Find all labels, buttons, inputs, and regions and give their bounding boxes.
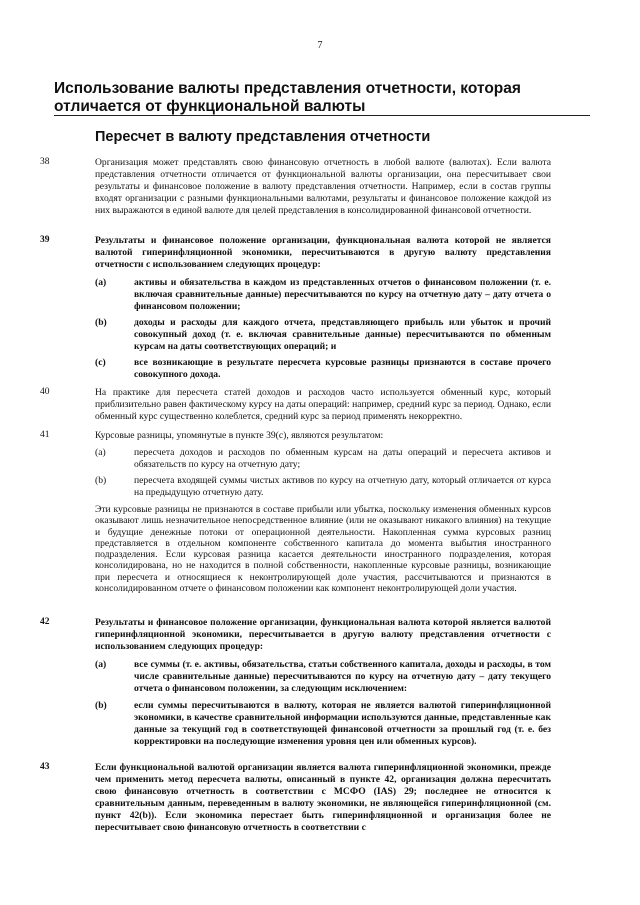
item-39b: доходы и расходы для каждого отчета, представляющего прибыль или убыток и прочий совокупный доход (т. е. включая сравнительные данные) пересчитываются по обменным курсам на даты соответствующих операций; и	[134, 317, 551, 353]
item-label-39b: (b)	[95, 317, 107, 328]
item-42a: все суммы (т. е. активы, обязательства, статьи собственного капитала, доходы и расходы, в том числе сравнительные данные) пересчитываются по курсу на отчетную дату – дату текущего отчета о финансовом положении, за следующим исключением:	[134, 659, 551, 695]
paragraph-38: Организация может представлять свою финансовую отчетность в любой валюте (валютах). Если валюта представления отчетности отличается от функциональной валюты организации, она пересчитывает свои результаты и финансовое положение в валюту представления отчетности. Например, если в состав группы входят организации с разными функциональными валютами, результаты и финансовое положение каждой из них выражаются в единой валюте для целей представления в консолидированной финансовой отчетности.	[95, 157, 551, 217]
paragraph-number-43: 43	[40, 762, 50, 772]
paragraph-42: Результаты и финансовое положение организации, функциональная валюта которой является валютой гиперинфляционной экономики, пересчитывается в другую валюту представления отчетности с использованием следующих процедур:	[95, 617, 551, 653]
paragraph-41-continuation: Эти курсовые разницы не признаются в составе прибыли или убытка, поскольку изменения обменных курсов оказывают лишь незначительное непосредственное влияние (или не оказывают никакого влияния) на текущие и будущие денежные потоки от операционной деятельности. Накопленная сумма курсовых разниц представляется в отдельном компоненте собственного капитала до момента выбытия иностранного подразделения. Если курсовая разница касается деятельности иностранного подразделения, которая консолидирована, но не находится в полной собственности, накопленные курсовые разницы, возникающие при пересчета и относящиеся к неконтролирующей доле участия, рассчитываются и признаются в консолидированном отчете о финансовом положении как компонент неконтролирующей доли участия.	[95, 504, 551, 595]
item-label-39a: (a)	[95, 277, 107, 288]
item-label-39c: (c)	[95, 357, 106, 368]
paragraph-39: Результаты и финансовое положение организации, функциональная валюта которой не является валютой гиперинфляционной экономики, пересчитываются в другую валюту представления отчетности с использованием следующих процедур:	[95, 235, 551, 271]
item-39a: активы и обязательства в каждом из представленных отчетов о финансовом положении (т. е. включая сравнительные данные) пересчитываются по курсу на отчетную дату – дату отчета о финансовом положении;	[134, 277, 551, 313]
subsection-heading: Пересчет в валюту представления отчетности	[95, 129, 431, 145]
page-number: 7	[317, 40, 323, 51]
paragraph-43: Если функциональной валютой организации является валюта гиперинфляционной экономики, прежде чем применить метод пересчета валюты, описанный в пункте 42, организация должна пересчитать свою финансовую отчетность в соответствии с МСФО (IAS) 29; последнее не относится к сравнительным данным, переведенным в валюту экономики, не являющейся гиперинфляционной (см. пункт 42(b)). Если экономика перестает быть гиперинфляционной и организация более не пересчитывает свою финансовую отчетность в соответствии с	[95, 762, 551, 834]
section-heading: Использование валюты представления отчетности, которая отличается от функциональной валюты	[54, 80, 521, 115]
paragraph-number-41: 41	[40, 430, 50, 440]
item-label-41b: (b)	[95, 475, 107, 486]
item-41b: пересчета входящей суммы чистых активов по курсу на отчетную дату, который отличается от курса на предыдущую отчетную дату.	[134, 475, 551, 499]
paragraph-41: Курсовые разницы, упомянутые в пункте 39(c), являются результатом:	[95, 430, 384, 441]
item-41a: пересчета доходов и расходов по обменным курсам на даты операций и пересчета активов и обязательств по курсу на отчетную дату;	[134, 447, 551, 471]
paragraph-number-42: 42	[40, 617, 50, 627]
item-label-42a: (a)	[95, 659, 107, 670]
item-label-41a: (a)	[95, 447, 106, 458]
paragraph-40: На практике для пересчета статей доходов и расходов часто используется обменный курс, который приблизительно равен фактическому курсу на даты операций: например, средний курс за период. Однако, если обменный курс существенно колеблется, средний курс за период применять некорректно.	[95, 387, 551, 423]
item-39c: все возникающие в результате пересчета курсовые разницы признаются в составе прочего совокупного дохода.	[134, 357, 551, 381]
heading-underline	[54, 115, 590, 116]
paragraph-number-38: 38	[40, 157, 50, 167]
paragraph-number-40: 40	[40, 387, 50, 397]
paragraph-number-39: 39	[40, 235, 50, 245]
item-42b: если суммы пересчитываются в валюту, которая не является валютой гиперинфляционной экономики, в качестве сравнительной информации используются данные, представленные как данные за текущий год в соответствующей финансовой отчетности за прошлый год (т. е. без корректировки на последующие изменения уровня цен или обменных курсов).	[134, 700, 551, 748]
item-label-42b: (b)	[95, 700, 107, 711]
